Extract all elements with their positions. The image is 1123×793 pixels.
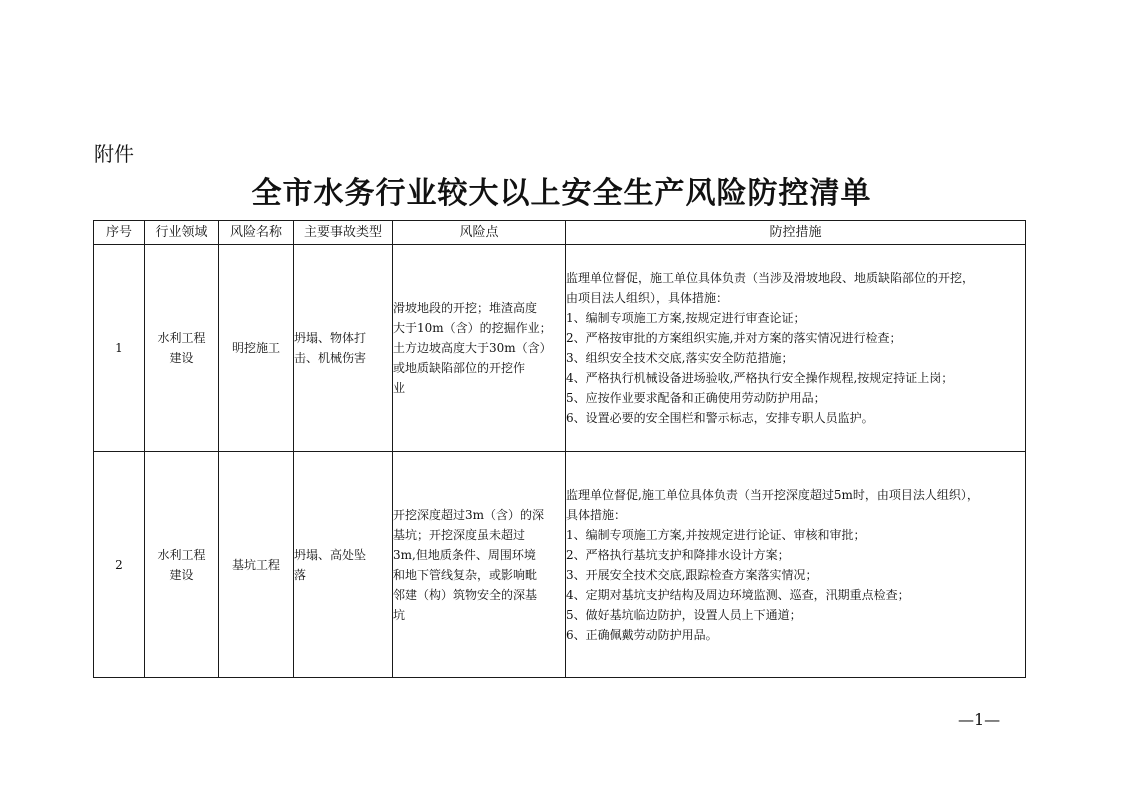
cell-field-line: 建设 [169, 351, 194, 365]
cell-measure-line: 3、组织安全技术交底,落实安全防范措施； [566, 351, 794, 365]
cell-measure-line: 5、应按作业要求配备和正确使用劳动防护用品； [566, 391, 826, 405]
header-field: 行业领域 [145, 221, 219, 245]
header-risk-point: 风险点 [393, 221, 566, 245]
header-control-measures: 防控措施 [566, 221, 1026, 245]
cell-risk-point-line: 业 [393, 381, 406, 395]
cell-risk-point-line: 基坑；开挖深度虽未超过 [393, 527, 526, 542]
cell-measure-line: 3、开展安全技术交底,跟踪检查方案落实情况； [566, 567, 818, 582]
cell-risk-point-line: 滑坡地段的开挖；堆渣高度 [393, 301, 538, 315]
table-header-row [94, 221, 1026, 245]
cell-accident-line: 坍塌、物体打 [294, 331, 367, 345]
cell-risk-point-line: 开挖深度超过3m（含）的深 [393, 507, 545, 522]
cell-measure-line: 2、严格执行基坑支护和降排水设计方案； [566, 547, 790, 562]
cell-measure-line: 1、编制专项施工方案,并按规定进行论证、审核和审批； [566, 527, 866, 542]
cell-field [145, 452, 219, 678]
cell-measure-line: 4、定期对基坑支护结构及周边环境监测、巡查，汛期重点检查； [566, 587, 910, 602]
header-seq: 序号 [94, 221, 145, 245]
cell-measure-line: 由项目法人组织），具体措施： [566, 291, 729, 305]
cell-accident-line: 落 [294, 567, 307, 582]
table-row [94, 452, 1026, 678]
cell-risk-point-line: 和地下管线复杂，或影响毗 [393, 567, 538, 582]
cell-measure-line: 6、正确佩戴劳动防护用品。 [566, 627, 718, 642]
cell-control-measures [566, 245, 1026, 452]
header-risk-name: 风险名称 [219, 221, 294, 245]
cell-risk-name: 基坑工程 [219, 452, 294, 678]
cell-risk-name: 明挖施工 [219, 245, 294, 452]
cell-risk-point-line: 大于10m（含）的挖掘作业； [393, 321, 552, 335]
cell-field [145, 245, 219, 452]
cell-accident-type [294, 245, 393, 452]
cell-control-measures [566, 452, 1026, 678]
cell-field-line: 水利工程 [157, 547, 206, 562]
header-accident-type: 主要事故类型 [294, 221, 393, 245]
cell-measure-line: 6、设置必要的安全围栏和警示标志，安排专职人员监护。 [566, 411, 874, 425]
attachment-label: 附件 [94, 142, 134, 166]
cell-accident-line: 击、机械伤害 [294, 351, 367, 365]
document-title: 全市水务行业较大以上安全生产风险防控清单 [251, 176, 872, 211]
cell-measure-line: 4、严格执行机械设备进场验收,严格执行安全操作规程,按规定持证上岗； [566, 371, 954, 385]
cell-measure-line: 2、严格按审批的方案组织实施,并对方案的落实情况进行检查； [566, 331, 902, 345]
cell-risk-point-line: 坑 [393, 607, 406, 622]
cell-risk-point-line: 邻建（构）筑物安全的深基 [393, 587, 538, 602]
cell-risk-point-line: 土方边坡高度大于30m（含） [393, 341, 552, 355]
cell-field-line: 建设 [169, 567, 194, 582]
cell-risk-point [393, 245, 566, 452]
cell-measure-line: 监理单位督促,施工单位具体负责（当开挖深度超过5m时，由项目法人组织）， [566, 487, 979, 502]
cell-risk-point-line: 3m,但地质条件、周围环境 [393, 547, 536, 562]
cell-risk-point-line: 或地质缺陷部位的开挖作 [393, 361, 526, 375]
page-number: —1— [958, 710, 1001, 729]
cell-measure-line: 5、做好基坑临边防护，设置人员上下通道； [566, 607, 802, 622]
cell-measure-line: 具体措施： [566, 507, 627, 522]
cell-risk-point [393, 452, 566, 678]
cell-field-line: 水利工程 [157, 331, 206, 345]
cell-seq: 1 [94, 245, 145, 452]
risk-control-table [93, 220, 1026, 678]
cell-measure-line: 1、编制专项施工方案,按规定进行审查论证； [566, 311, 806, 325]
cell-measure-line: 监理单位督促，施工单位具体负责（当涉及滑坡地段、地质缺陷部位的开挖， [566, 271, 975, 285]
cell-accident-type [294, 452, 393, 678]
table-row [94, 245, 1026, 452]
cell-seq: 2 [94, 452, 145, 678]
cell-accident-line: 坍塌、高处坠 [294, 547, 367, 562]
